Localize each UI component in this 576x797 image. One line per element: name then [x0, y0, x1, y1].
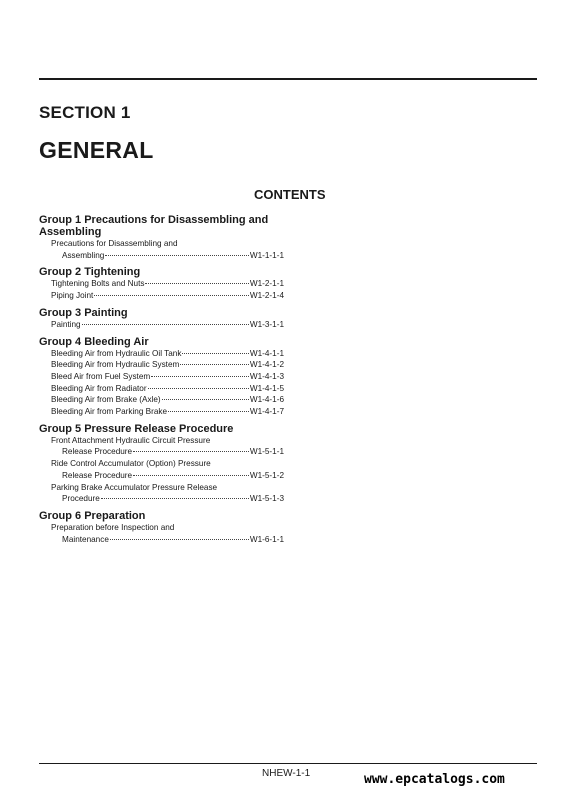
- toc-page-code: W1-4-1-3: [249, 371, 284, 381]
- toc-page-code: W1-5-1-2: [249, 470, 284, 480]
- toc-entry[interactable]: [39, 458, 284, 481]
- toc-page-code: W1-4-1-5: [249, 383, 284, 393]
- dot-leader: [133, 451, 249, 452]
- toc-entry-text: Piping Joint: [51, 291, 94, 301]
- toc-page-code: W1-4-1-6: [249, 395, 284, 405]
- toc-entry-text: Maintenance: [62, 534, 109, 544]
- toc-entry-line: [39, 290, 284, 302]
- table-of-contents: [39, 214, 284, 550]
- toc-page-code: W1-6-1-1: [249, 534, 284, 544]
- toc-entry-line: [39, 394, 284, 406]
- toc-entry-text: Bleeding Air from Hydraulic Oil Tank: [51, 348, 182, 358]
- toc-group: [39, 307, 284, 331]
- toc-page-code: W1-4-1-1: [249, 348, 284, 358]
- dot-leader: [182, 353, 248, 354]
- top-rule: [39, 78, 537, 80]
- group-title-line: Group 3 Painting: [39, 306, 128, 319]
- toc-entry[interactable]: [39, 348, 284, 360]
- dot-leader: [94, 295, 249, 296]
- toc-entry[interactable]: [39, 394, 284, 406]
- dot-leader: [82, 324, 249, 325]
- toc-entry-text: Assembling: [62, 250, 105, 260]
- page-title: GENERAL: [39, 137, 154, 163]
- group-title: [39, 214, 284, 238]
- toc-entry[interactable]: [39, 522, 284, 545]
- toc-entry-line: [39, 348, 284, 360]
- group-title: [39, 336, 284, 348]
- toc-entry-text: Tightening Bolts and Nuts: [51, 279, 145, 289]
- toc-page-code: W1-5-1-1: [249, 447, 284, 457]
- dot-leader: [151, 376, 249, 377]
- toc-entry-text: Painting: [51, 319, 81, 329]
- toc-page-code: W1-2-1-4: [249, 291, 284, 301]
- toc-entry[interactable]: [39, 290, 284, 302]
- toc-entry-text: Parking Brake Accumulator Pressure Release: [51, 482, 218, 492]
- toc-page-code: W1-5-1-3: [249, 494, 284, 504]
- toc-entry-line: [39, 250, 284, 262]
- section-label: SECTION 1: [39, 103, 131, 122]
- group-title: [39, 307, 284, 319]
- toc-entry[interactable]: [39, 238, 284, 261]
- toc-group: [39, 266, 284, 301]
- dot-leader: [101, 498, 249, 499]
- toc-entry-line: [39, 458, 284, 470]
- group-title: [39, 423, 284, 435]
- toc-page-code: W1-4-1-7: [249, 407, 284, 417]
- toc-group: [39, 510, 284, 545]
- toc-entry-line: [39, 534, 284, 546]
- toc-entry-line: [39, 278, 284, 290]
- toc-entry-line: [39, 238, 284, 250]
- dot-leader: [180, 364, 249, 365]
- page-code: NHEW-1-1: [262, 768, 311, 779]
- dot-leader: [133, 475, 249, 476]
- group-title-line: Group 6 Preparation: [39, 509, 146, 522]
- dot-leader: [162, 399, 249, 400]
- dot-leader: [105, 255, 249, 256]
- toc-entry[interactable]: [39, 359, 284, 371]
- toc-entry-line: [39, 371, 284, 383]
- toc-entry-text: Bleeding Air from Parking Brake: [51, 407, 168, 417]
- group-title: [39, 266, 284, 278]
- toc-entry-line: [39, 435, 284, 447]
- group-title-line: Group 1 Precautions for Disassembling and: [39, 214, 269, 226]
- dot-leader: [110, 539, 249, 540]
- toc-page-code: W1-4-1-2: [249, 360, 284, 370]
- toc-entry-line: [39, 319, 284, 331]
- toc-entry[interactable]: [39, 319, 284, 331]
- toc-entry[interactable]: [39, 278, 284, 290]
- toc-page-code: W1-3-1-1: [249, 319, 284, 329]
- toc-entry-line: [39, 446, 284, 458]
- toc-page-code: W1-2-1-1: [249, 279, 284, 289]
- dot-leader: [168, 411, 249, 412]
- toc-entry[interactable]: [39, 371, 284, 383]
- group-title-line: Group 4 Bleeding Air: [39, 335, 149, 348]
- toc-entry-text: Release Procedure: [62, 470, 133, 480]
- toc-entry-text: Ride Control Accumulator (Option) Pressure: [51, 459, 211, 469]
- toc-entry[interactable]: [39, 406, 284, 418]
- group-title-line: Group 2 Tightening: [39, 266, 141, 279]
- toc-entry-text: Bleeding Air from Brake (Axle): [51, 395, 161, 405]
- toc-entry-text: Release Procedure: [62, 447, 133, 457]
- toc-entry-text: Bleeding Air from Radiator: [51, 383, 147, 393]
- group-title: [39, 510, 284, 522]
- toc-entry-text: Bleed Air from Fuel System: [51, 371, 151, 381]
- toc-group: [39, 214, 284, 261]
- toc-entry-text: Procedure: [62, 494, 100, 504]
- toc-entry-line: [39, 359, 284, 371]
- contents-heading: CONTENTS: [254, 187, 326, 202]
- toc-entry-line: [39, 383, 284, 395]
- dot-leader: [148, 388, 249, 389]
- toc-entry[interactable]: [39, 482, 284, 505]
- toc-entry-line: [39, 493, 284, 505]
- toc-entry[interactable]: [39, 383, 284, 395]
- toc-entry-line: [39, 470, 284, 482]
- toc-entry-line: [39, 482, 284, 494]
- bottom-rule: [39, 763, 537, 764]
- toc-entry-line: [39, 406, 284, 418]
- toc-group: [39, 336, 284, 418]
- toc-entry-text: Precautions for Disassembling and: [51, 239, 178, 248]
- toc-entry-text: Preparation before Inspection and: [51, 522, 175, 532]
- toc-page-code: W1-1-1-1: [249, 250, 284, 260]
- toc-entry-text: Front Attachment Hydraulic Circuit Pressure: [51, 435, 211, 445]
- watermark-url: www.epcatalogs.com: [364, 772, 505, 787]
- toc-group: [39, 423, 284, 505]
- toc-entry-line: [39, 522, 284, 534]
- group-title-line: Assembling: [39, 226, 102, 238]
- toc-entry[interactable]: [39, 435, 284, 458]
- dot-leader: [145, 283, 248, 284]
- toc-entry-text: Bleeding Air from Hydraulic System: [51, 360, 180, 370]
- group-title-line: Group 5 Pressure Release Procedure: [39, 422, 234, 435]
